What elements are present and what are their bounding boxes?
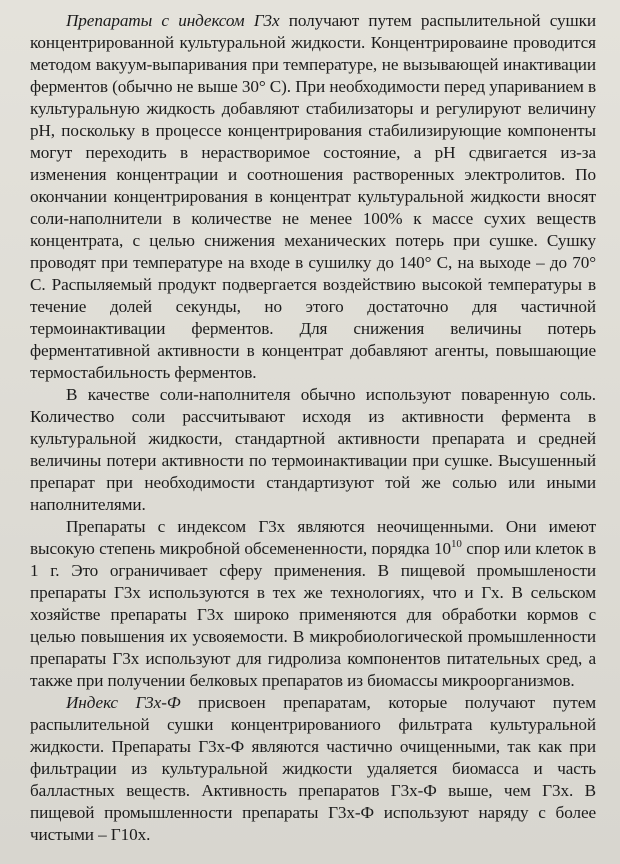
paragraph-salt-filler xyxy=(30,384,596,516)
term-g3x-index: Препараты с индексом Г3х xyxy=(66,11,280,30)
paragraph-text: В качестве соли-наполнителя обычно используют поваренную соль. Количество соли рассчитывают исходя из активности фермента в культуральной жидкости, стандартной активности препарата и средней величины потери активности по термоинактивации при сушке. Высушенный препарат при необходимости стандартизуют той же солью или иными наполнителями. xyxy=(30,385,596,514)
paragraph-g3x-properties xyxy=(30,516,596,692)
paragraph-text-after: спор или клеток в 1 г. Это ограничивает сферу применения. В пищевой промышлености препараты Г3х используются в тех же технологиях, что и Гх. В сельском хозяйстве препараты Г3х широко применяются для обработки кормов с целью повышения их усвояемости. В микробиологической промышленности препараты Г3х используют для гидролиза компонентов питательных сред, а также при получении белковых препаратов из биомассы микроорганизмов. xyxy=(30,539,596,690)
term-g3x-f-index: Индекс Г3х-Ф xyxy=(66,693,181,712)
paragraph-text-before: Препараты с индексом Г3х являются неочищенными. Они имеют высокую степень микробной обсемененности, порядка 10 xyxy=(30,517,596,558)
paragraph-g3x-drying xyxy=(30,10,596,384)
paragraph-g3x-f xyxy=(30,692,596,846)
paragraph-text: получают путем распылительной сушки концентрированной культуральной жидкости. Концентрироваине проводится методом вакуум-выпаривания при температуре, не вызывающей инактивации ферментов (обычно не выше 30° С). При необходимости перед упариванием в культуральную жидкость добавляют стабилизаторы и регулируют величину pH, поскольку в процессе концентрирования стабилизирующие компоненты могут переходить в нерастворимое состояние, а pH сдвигается из-за изменения концентрации и соотношения растворенных электролитов. По окончании концентрирования в концентрат культуральной жидкости вносят соли-наполнители в количестве не менее 100% к массе сухих веществ концентрата, с целью снижения механических потерь при сушке. Сушку проводят при температуре на входе в сушилку до 140° С, на выходе – до 70° С. Распыляемый продукт подвергается воздействию высокой температуры в течение долей секунды, но этого достаточно для частичной термоинактивации ферментов. Для снижения величины потерь ферментативной активности в концентрат добавляют агенты, повышающие термостабильность ферментов. xyxy=(30,11,596,382)
paragraph-text: присвоен препаратам, которые получают путем распылительной сушки концентрированиого фильтрата культуральной жидкости. Препараты Г3х-Ф являются частично очищенными, так как при фильтрации из культуральной жидкости удаляется биомасса и часть балластных веществ. Активность препаратов Г3х-Ф выше, чем Г3х. В пищевой промышленности препараты Г3х-Ф используют наряду с более чистыми – Г10х. xyxy=(30,693,596,844)
text-body xyxy=(30,10,596,846)
exponent-superscript: 10 xyxy=(450,538,462,550)
